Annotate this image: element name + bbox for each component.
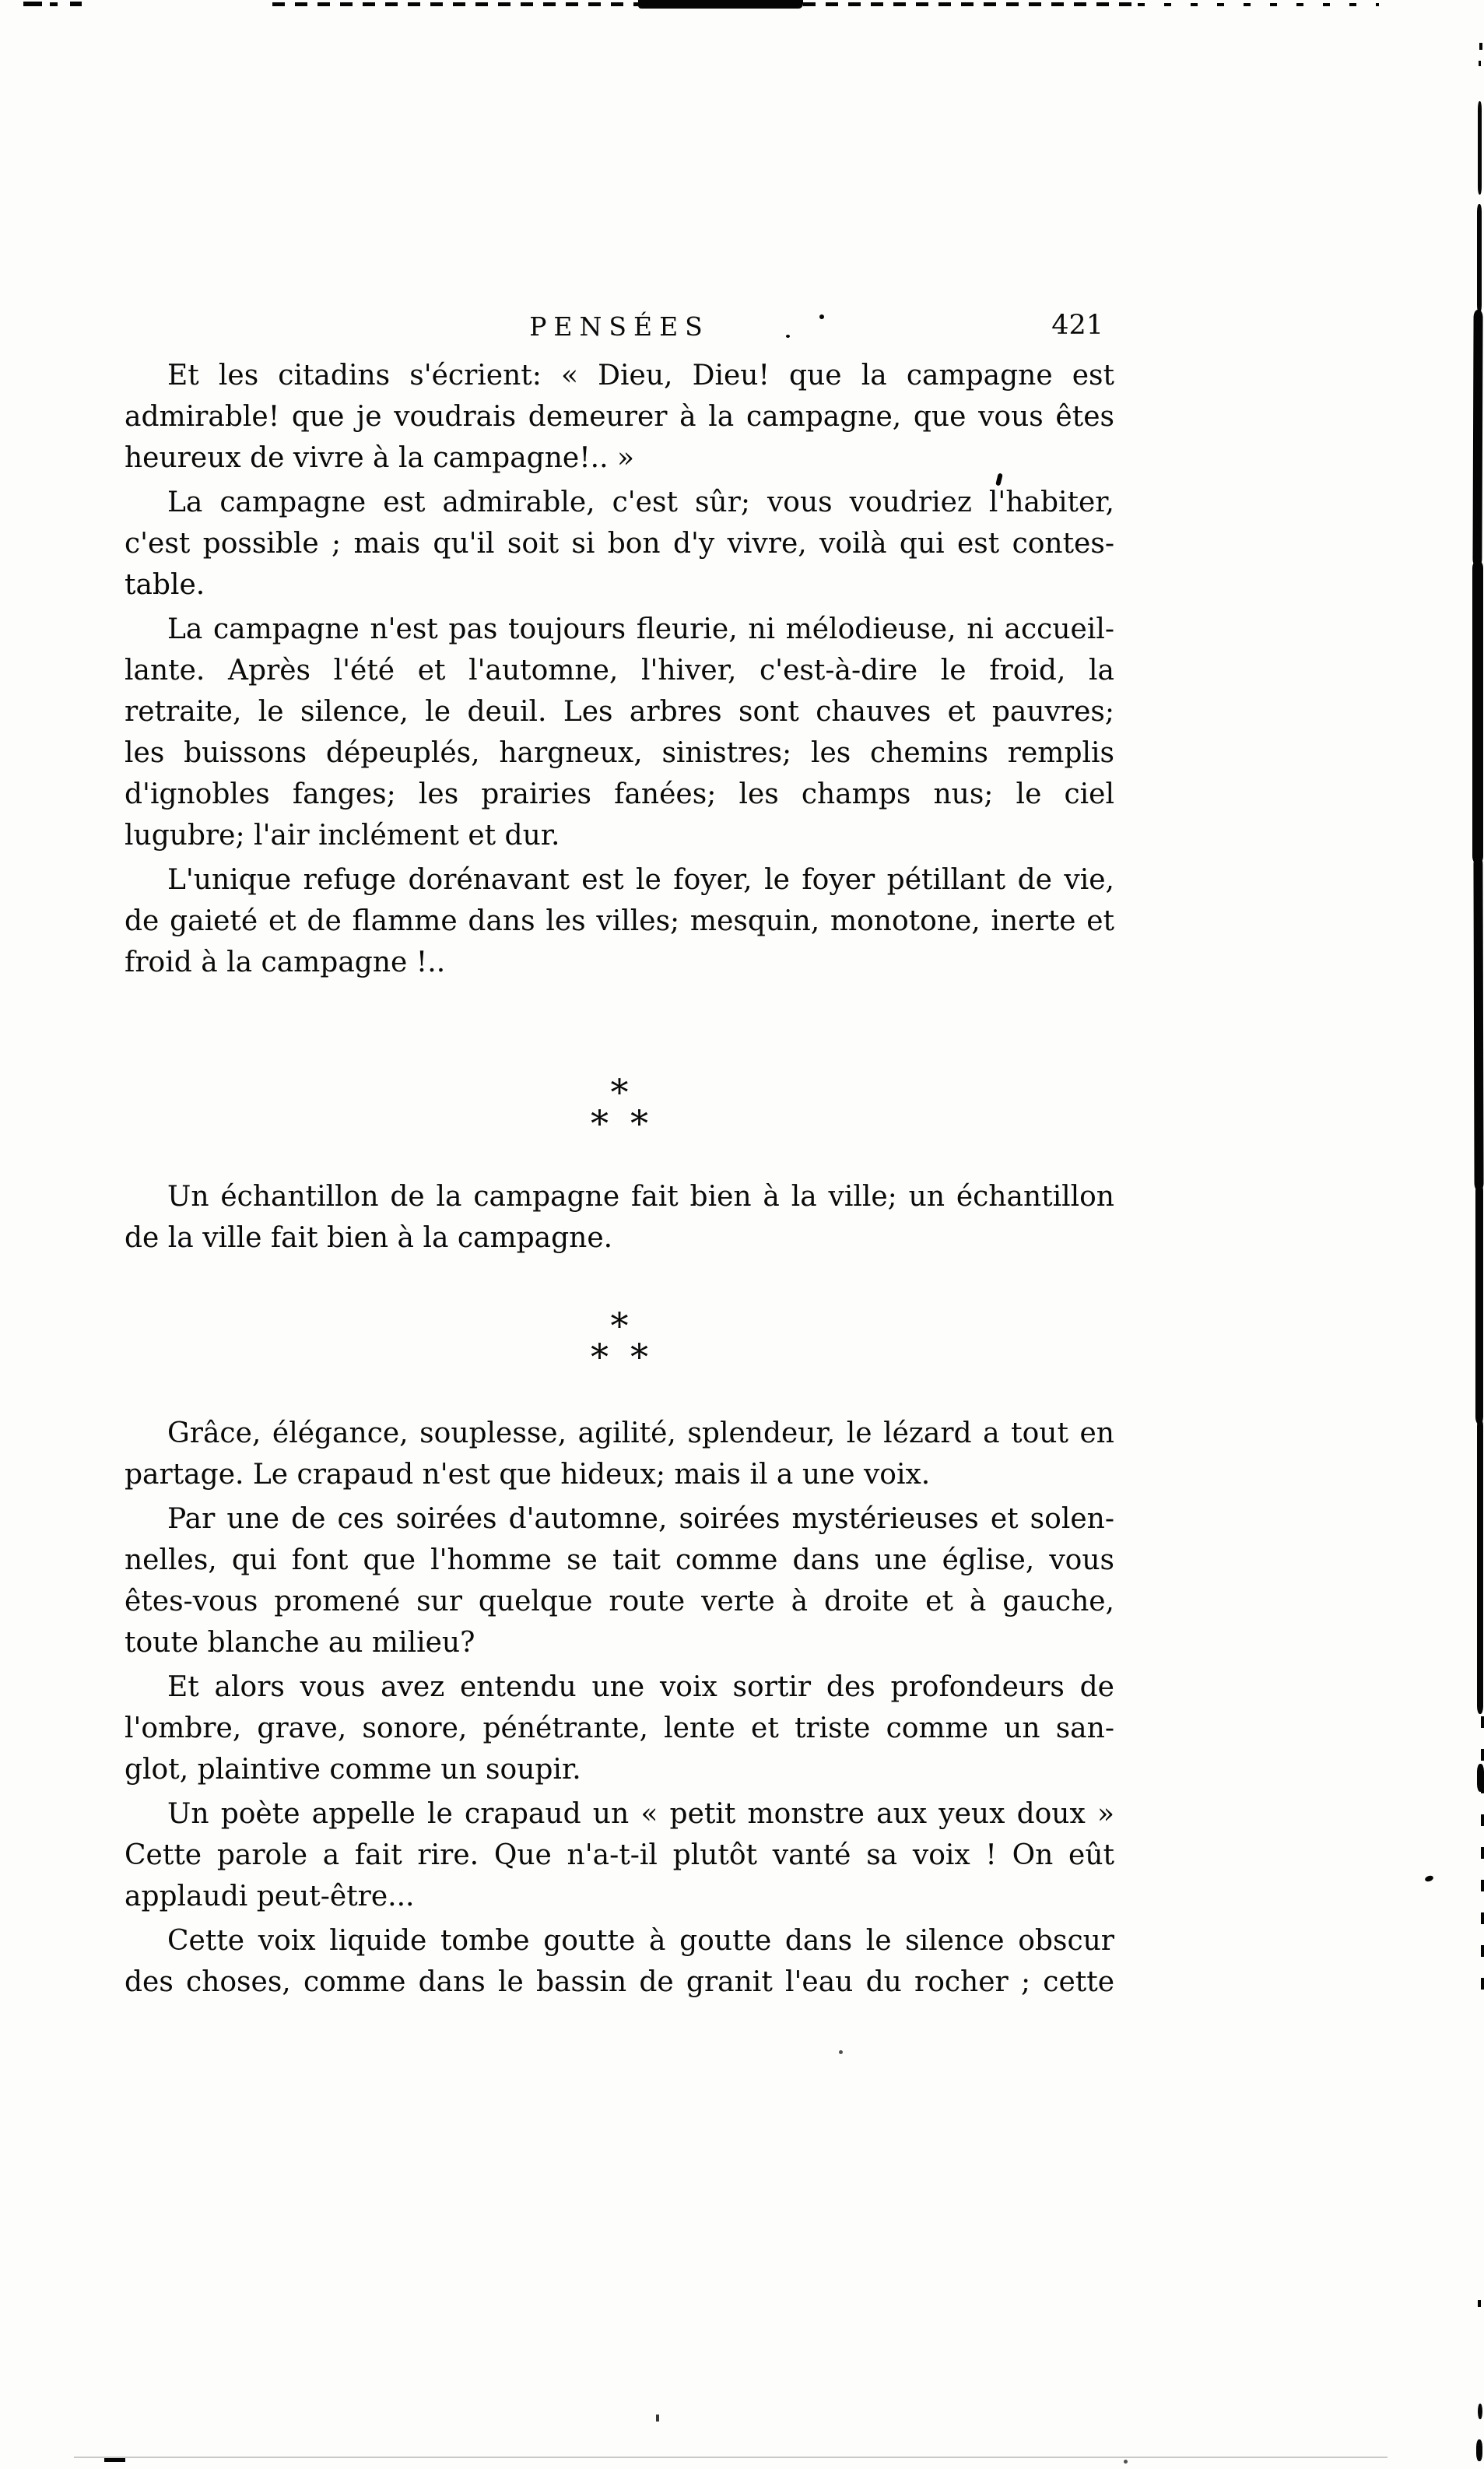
body-text [125,352,1114,2003]
scan-artifact-top-dashed-line [1138,3,1379,6]
text-line: glot, plaintive comme un soupir. [125,1754,581,1786]
text-line: Par une de ces soirées d'automne, soirées mystérieuses et solen- [167,1503,1114,1535]
text-line: Un poète appelle le crapaud un « petit monstre aux yeux doux » [167,1798,1114,1830]
text-line: de gaieté et de flamme dans les villes; mesquin, monotone, inerte et [125,905,1114,937]
edge-mark [1478,2300,1481,2307]
star-glyph: * [610,1071,629,1113]
text-line: retraite, le silence, le deuil. Les arbres sont chauves et pauvres; [125,696,1114,728]
text-line: d'ignobles fanges; les prairies fanées; les champs nus; le ciel [125,778,1114,810]
star-glyph: * [591,1336,609,1378]
text-line: des choses, comme dans le bassin de granit l'eau du rocher ; cette [125,1966,1114,1998]
edge-stripe [1475,1183,1483,1424]
scan-speck [819,314,824,319]
text-line: Et alors vous avez entendu une voix sortir des profondeurs de [167,1671,1114,1703]
star-glyph: * [630,1336,648,1378]
text-line: Un échantillon de la campagne fait bien à la ville; un échantillon [167,1181,1114,1213]
paragraph [125,355,1114,479]
running-header [125,311,1114,349]
star-glyph: * [610,1305,629,1347]
text-line: heureux de vivre à la campagne!.. » [125,442,635,474]
text-line: l'ombre, grave, sonore, pénétrante, lente et triste comme un san- [125,1712,1114,1744]
paragraph [125,482,1114,606]
scan-artifact-top-dashed-line [803,2,1138,6]
edge-mark [1478,2404,1482,2419]
page-title: PENSÉES [529,311,710,342]
text-line: toute blanche au milieu? [125,1627,475,1659]
paragraph [125,1176,1114,1259]
edge-mark [1479,43,1482,50]
scan-speck [50,2,58,6]
text-line: La campagne n'est pas toujours fleurie, ni mélodieuse, ni accueil- [167,613,1114,645]
section-separator [125,1071,1114,1144]
star-row [591,1102,648,1144]
text-line: les buissons dépeuplés, hargneux, sinistres; les chemins remplis [125,737,1114,769]
section-separator [125,1305,1114,1378]
text-line: applaudi peut-être... [125,1881,415,1912]
edge-mark [1479,61,1481,66]
text-line: Et les citadins s'écrient: « Dieu, Dieu! que la campagne est [167,360,1114,392]
text-line: La campagne est admirable, c'est sûr; vous voudriez l'habiter, [167,486,1114,518]
text-line: Cette parole a fait rire. Que n'a-t-il plutôt vanté sa voix ! On eût [125,1839,1114,1871]
text-line: lante. Après l'été et l'automne, l'hiver, c'est-à-dire le froid, la [125,655,1114,687]
star-row [591,1336,648,1378]
edge-stripe [1477,204,1482,313]
text-line: froid à la campagne !.. [125,947,446,978]
paragraph [125,609,1114,856]
scan-speck [23,2,42,6]
text-line: Grâce, élégance, souplesse, agilité, splendeur, le lézard a tout en [167,1417,1114,1449]
star-glyph: * [591,1102,609,1144]
scan-artifact-bottom-rule [74,2457,1388,2458]
paragraph [125,1793,1114,1917]
star-glyph: * [630,1102,648,1144]
edge-stripe [1472,310,1482,567]
text-line: partage. Le crapaud n'est que hideux; mais il a une voix. [125,1459,931,1491]
scan-speck [1124,2460,1128,2464]
page-number: 421 [1051,310,1103,341]
paragraph [125,1920,1114,2003]
scan-speck [839,2050,843,2054]
edge-dashes [1481,1716,1484,1997]
text-line: c'est possible ; mais qu'il soit si bon d'y vivre, voilà qui est contes- [125,528,1114,560]
text-line: table. [125,569,205,601]
text-line: Cette voix liquide tombe goutte à goutte dans le silence obscur [167,1925,1114,1957]
text-line: de la ville fait bien à la campagne. [125,1222,613,1254]
scan-artifact-top-solid-line [638,0,803,9]
text-line: nelles, qui font que l'homme se tait comme dans une église, vous [125,1544,1114,1576]
edge-stripe [1473,856,1483,1191]
edge-blob [1477,1764,1484,1792]
paragraph [125,1413,1114,1495]
paragraph [125,1498,1114,1663]
scan-speck [656,2415,659,2422]
text-line: admirable! que je voudrais demeurer à la campagne, que vous êtes [125,401,1114,433]
paragraph [125,859,1114,983]
paragraph [125,1666,1114,1790]
edge-mark [1476,2439,1482,2461]
text-line: L'unique refuge dorénavant est le foyer, le foyer pétillant de vie, [167,864,1114,896]
scan-speck [786,335,790,338]
edge-stripe [1478,101,1482,195]
edge-stripe [1477,1418,1483,1714]
text-line: lugubre; l'air inclément et dur. [125,820,560,852]
scan-artifact-bottom-dash [104,2458,125,2462]
scan-speck [70,2,82,6]
scan-artifact-top-dashed-line [272,2,640,6]
scan-speck [1424,1874,1434,1882]
text-line: êtes-vous promené sur quelque route verte à droite et à gauche, [125,1586,1114,1617]
edge-stripe [1472,560,1483,864]
